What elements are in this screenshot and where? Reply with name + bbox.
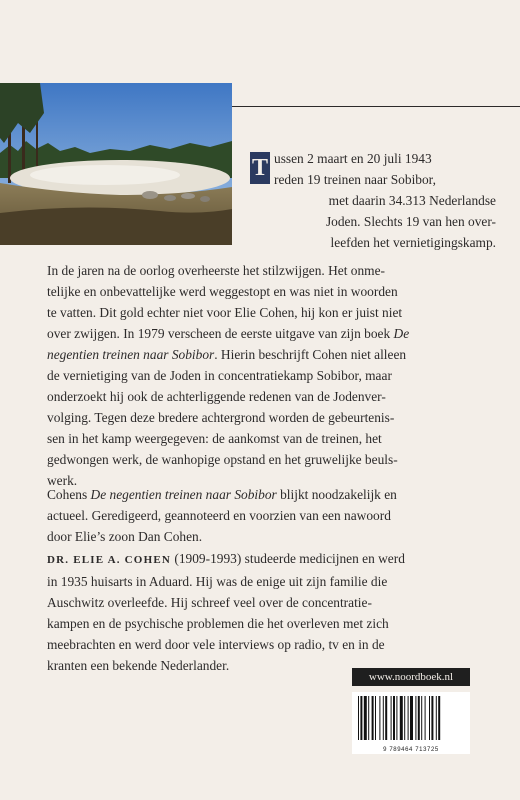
paragraph-line: onderzoekt hij ook de achterliggende redenen van de Jodenver- bbox=[47, 389, 386, 404]
barcode-bar bbox=[408, 696, 409, 740]
paragraph-line bbox=[47, 344, 487, 365]
paragraph-line bbox=[47, 484, 487, 505]
paragraph-line: meebrachten en werd door vele interviews op radio, tv en in de bbox=[47, 637, 385, 652]
line-text: Cohens bbox=[47, 487, 91, 502]
barcode-bar bbox=[396, 696, 397, 740]
paragraph-line: sen in het kamp weergegeven: de aankomst van de treinen, het bbox=[47, 431, 382, 446]
barcode-digits: 9 789464 713725 bbox=[383, 747, 439, 753]
line-text: over zwijgen. In 1979 verscheen de eerste uitgave van zijn boek bbox=[47, 326, 394, 341]
paragraph-line: kranten een bekende Nederlander. bbox=[47, 658, 230, 673]
paragraph-line: Auschwitz overleefde. Hij schreef veel over de concentratie- bbox=[47, 595, 372, 610]
barcode-bar bbox=[418, 696, 420, 740]
line-text: . Hierin beschrijft Cohen niet alleen bbox=[214, 347, 407, 362]
barcode-bar bbox=[364, 696, 367, 740]
line-text: blijkt noodzakelijk en bbox=[276, 487, 397, 502]
barcode-bar bbox=[379, 696, 380, 740]
barcode-bar bbox=[415, 696, 416, 740]
barcode-bar bbox=[429, 696, 430, 740]
paragraph-line: In de jaren na de oorlog overheerste het stilzwijgen. Het onme- bbox=[47, 263, 385, 278]
book-title: De negentien treinen naar Sobibor bbox=[90, 487, 277, 502]
barcode-bar bbox=[393, 696, 395, 740]
paragraph-line bbox=[47, 548, 487, 571]
paragraph-line: in 1935 huisarts in Aduard. Hij was de enige uit zijn familie die bbox=[47, 574, 388, 589]
barcode-bar bbox=[436, 696, 437, 740]
intro-paragraph bbox=[250, 148, 496, 253]
intro-line: met daarin 34.313 Nederlandse bbox=[328, 193, 496, 208]
barcode-bar bbox=[400, 696, 403, 740]
intro-line: reden 19 treinen naar Sobibor, bbox=[274, 172, 436, 187]
paragraph-line bbox=[47, 323, 487, 344]
barcode-bar bbox=[375, 696, 376, 740]
line-text: (1909-1993) studeerde medicijnen en werd bbox=[171, 551, 405, 566]
barcode-bar bbox=[383, 696, 384, 740]
book-title: negentien treinen naar Sobibor bbox=[47, 347, 215, 362]
barcode bbox=[352, 692, 470, 754]
paragraph-line: actueel. Geredigeerd, geannoteerd en voorzien van een nawoord bbox=[47, 508, 391, 523]
summary-paragraph bbox=[47, 484, 487, 547]
paragraph-line: door Elie’s zoon Dan Cohen. bbox=[47, 529, 203, 544]
barcode-bar bbox=[391, 696, 392, 740]
paragraph-line: kampen en de psychische problemen die het overleven met zich bbox=[47, 616, 389, 631]
barcode-bar bbox=[425, 696, 426, 740]
barcode-bar bbox=[360, 696, 362, 740]
forest-clearing-photo bbox=[0, 83, 232, 245]
paragraph-line: gedwongen werk, de wanhopige opstand en het gruwelijke beuls- bbox=[47, 452, 398, 467]
book-title: De bbox=[393, 326, 410, 341]
barcode-bar bbox=[385, 696, 387, 740]
paragraph-line: te vatten. Dit gold echter niet voor Elie Cohen, hij kon er juist niet bbox=[47, 305, 403, 320]
barcode-bar bbox=[372, 696, 374, 740]
barcode-bar bbox=[431, 696, 433, 740]
barcode-bar bbox=[358, 696, 359, 740]
paragraph-line: telijke en onbevattelijke werd weggestopt en was niet in woorden bbox=[47, 284, 398, 299]
intro-line: Joden. Slechts 19 van hen over- bbox=[325, 214, 496, 229]
history-paragraph bbox=[47, 260, 487, 491]
barcode-bar bbox=[404, 696, 405, 740]
paragraph-line: de vernietiging van de Joden in concentratiekamp Sobibor, maar bbox=[47, 368, 392, 383]
barcode-bar bbox=[421, 696, 422, 740]
publisher-url: www.noordboek.nl bbox=[352, 668, 470, 686]
barcode-bar bbox=[410, 696, 413, 740]
barcode-bar bbox=[368, 696, 369, 740]
paragraph-line: volging. Tegen deze bredere achtergrond worden de gebeurtenis- bbox=[47, 410, 395, 425]
intro-line: leefden het vernietigingskamp. bbox=[330, 235, 496, 250]
intro-line: ussen 2 maart en 20 juli 1943 bbox=[274, 151, 432, 166]
drop-cap: T bbox=[250, 152, 270, 184]
barcode-icon bbox=[352, 692, 470, 744]
paragraph-line: werk. bbox=[47, 473, 78, 488]
header-rule bbox=[232, 106, 520, 107]
barcode-bar bbox=[438, 696, 440, 740]
author-bio bbox=[47, 548, 487, 676]
author-name: DR. ELIE A. COHEN bbox=[47, 554, 172, 566]
